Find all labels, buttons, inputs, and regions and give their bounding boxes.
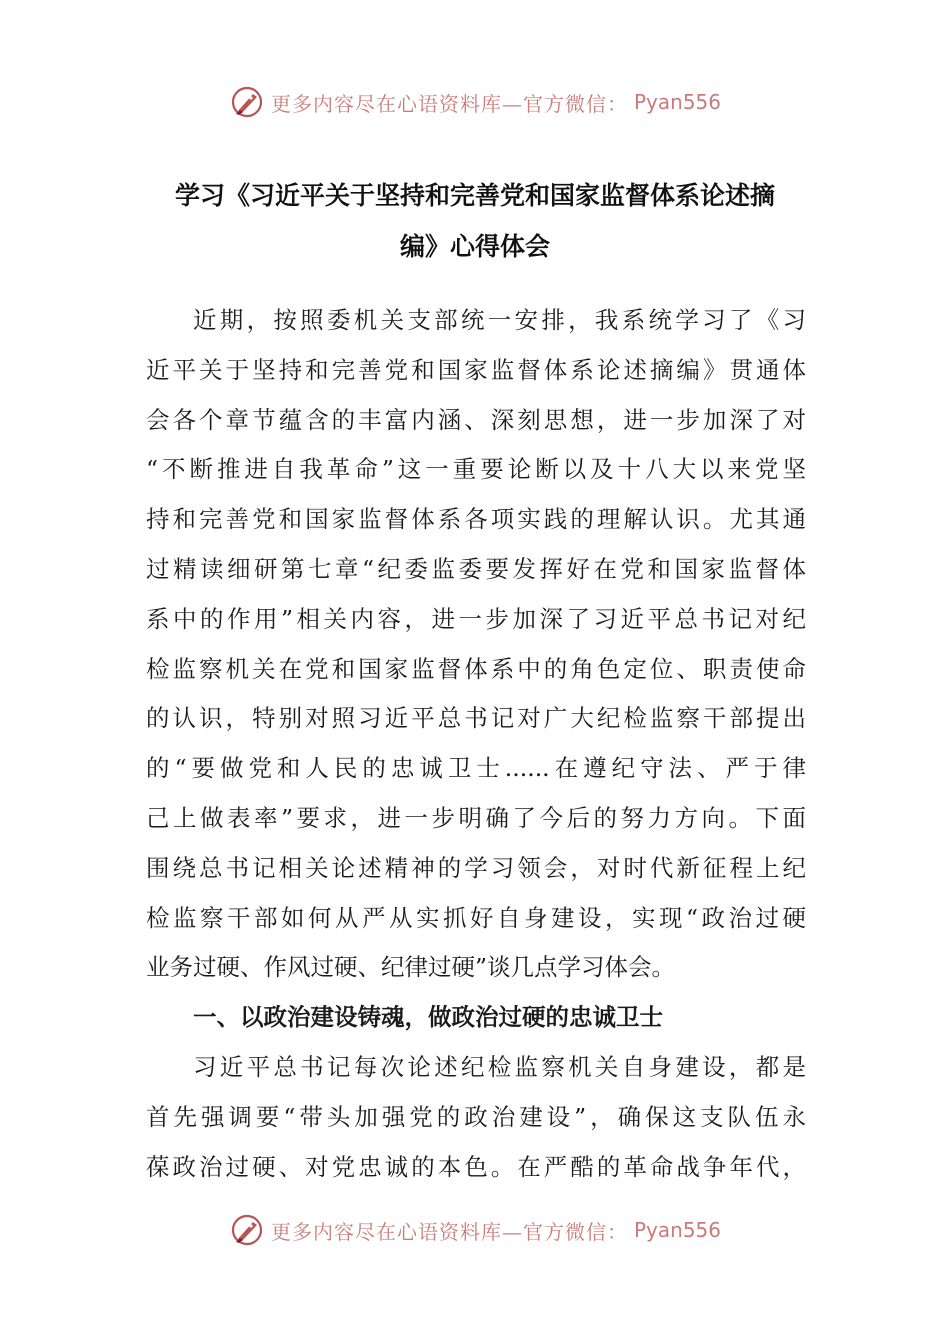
watermark-wechat-id: Pyan556	[633, 90, 721, 114]
paragraph-line: 业务过硬、作风过硬、纪律过硬”谈几点学习体会。	[146, 953, 676, 982]
paragraph-line: 近期，按照委机关支部统一安排，我系统学习了《习	[193, 306, 806, 334]
paragraph-line: 检监察机关在党和国家监督体系中的角色定位、职责使命	[146, 654, 806, 683]
watermark-header	[0, 82, 950, 122]
paragraph-line: “不断推进自我革命”这一重要论断以及十八大以来党坚	[146, 455, 806, 484]
document-title-line1: 学习《习近平关于坚持和完善党和国家监督体系论述摘	[174, 181, 775, 210]
paragraph-line: 近平关于坚持和完善党和国家监督体系论述摘编》贯通体	[146, 355, 806, 384]
document-title-line2: 编》心得体会	[399, 232, 550, 261]
paragraph-line: 的认识，特别对照习近平总书记对广大纪检监察干部提出	[146, 704, 806, 733]
paragraph-line: 围绕总书记相关论述精神的学习领会，对时代新征程上纪	[146, 853, 806, 882]
paragraph-line: 检监察干部如何从严从实抓好自身建设，实现“政治过硬	[146, 903, 806, 932]
paragraph-line: 过精读细研第七章“纪委监委要发挥好在党和国家监督体	[146, 554, 806, 583]
pen-nib-logo-icon	[229, 84, 265, 120]
watermark-text: 更多内容尽在心语资料库—官方微信：	[270, 91, 628, 116]
paragraph-line: 己上做表率”要求，进一步明确了今后的努力方向。下面	[146, 803, 806, 832]
watermark-footer	[0, 1210, 950, 1250]
paragraph-line: 习近平总书记每次论述纪检监察机关自身建设，都是	[193, 1052, 806, 1081]
paragraph-line: 会各个章节蕴含的丰富内涵、深刻思想，进一步加深了对	[146, 405, 806, 434]
section-heading: 一、以政治建设铸魂，做政治过硬的忠诚卫士	[193, 1003, 663, 1032]
pen-nib-logo-icon	[229, 1212, 265, 1248]
paragraph-line: 持和完善党和国家监督体系各项实践的理解认识。尤其通	[146, 505, 806, 534]
document-body	[146, 296, 806, 1192]
paragraph-line: 首先强调要“带头加强党的政治建设”，确保这支队伍永	[146, 1102, 806, 1131]
watermark-text: 更多内容尽在心语资料库—官方微信：	[270, 1219, 628, 1244]
paragraph-line: 葆政治过硬、对党忠诚的本色。在严酷的革命战争年代，	[146, 1152, 806, 1181]
paragraph-line: 系中的作用”相关内容，进一步加深了习近平总书记对纪	[146, 604, 806, 633]
watermark-wechat-id: Pyan556	[633, 1218, 721, 1242]
paragraph-line: 的“要做党和人民的忠诚卫士......在遵纪守法、严于律	[146, 754, 806, 783]
